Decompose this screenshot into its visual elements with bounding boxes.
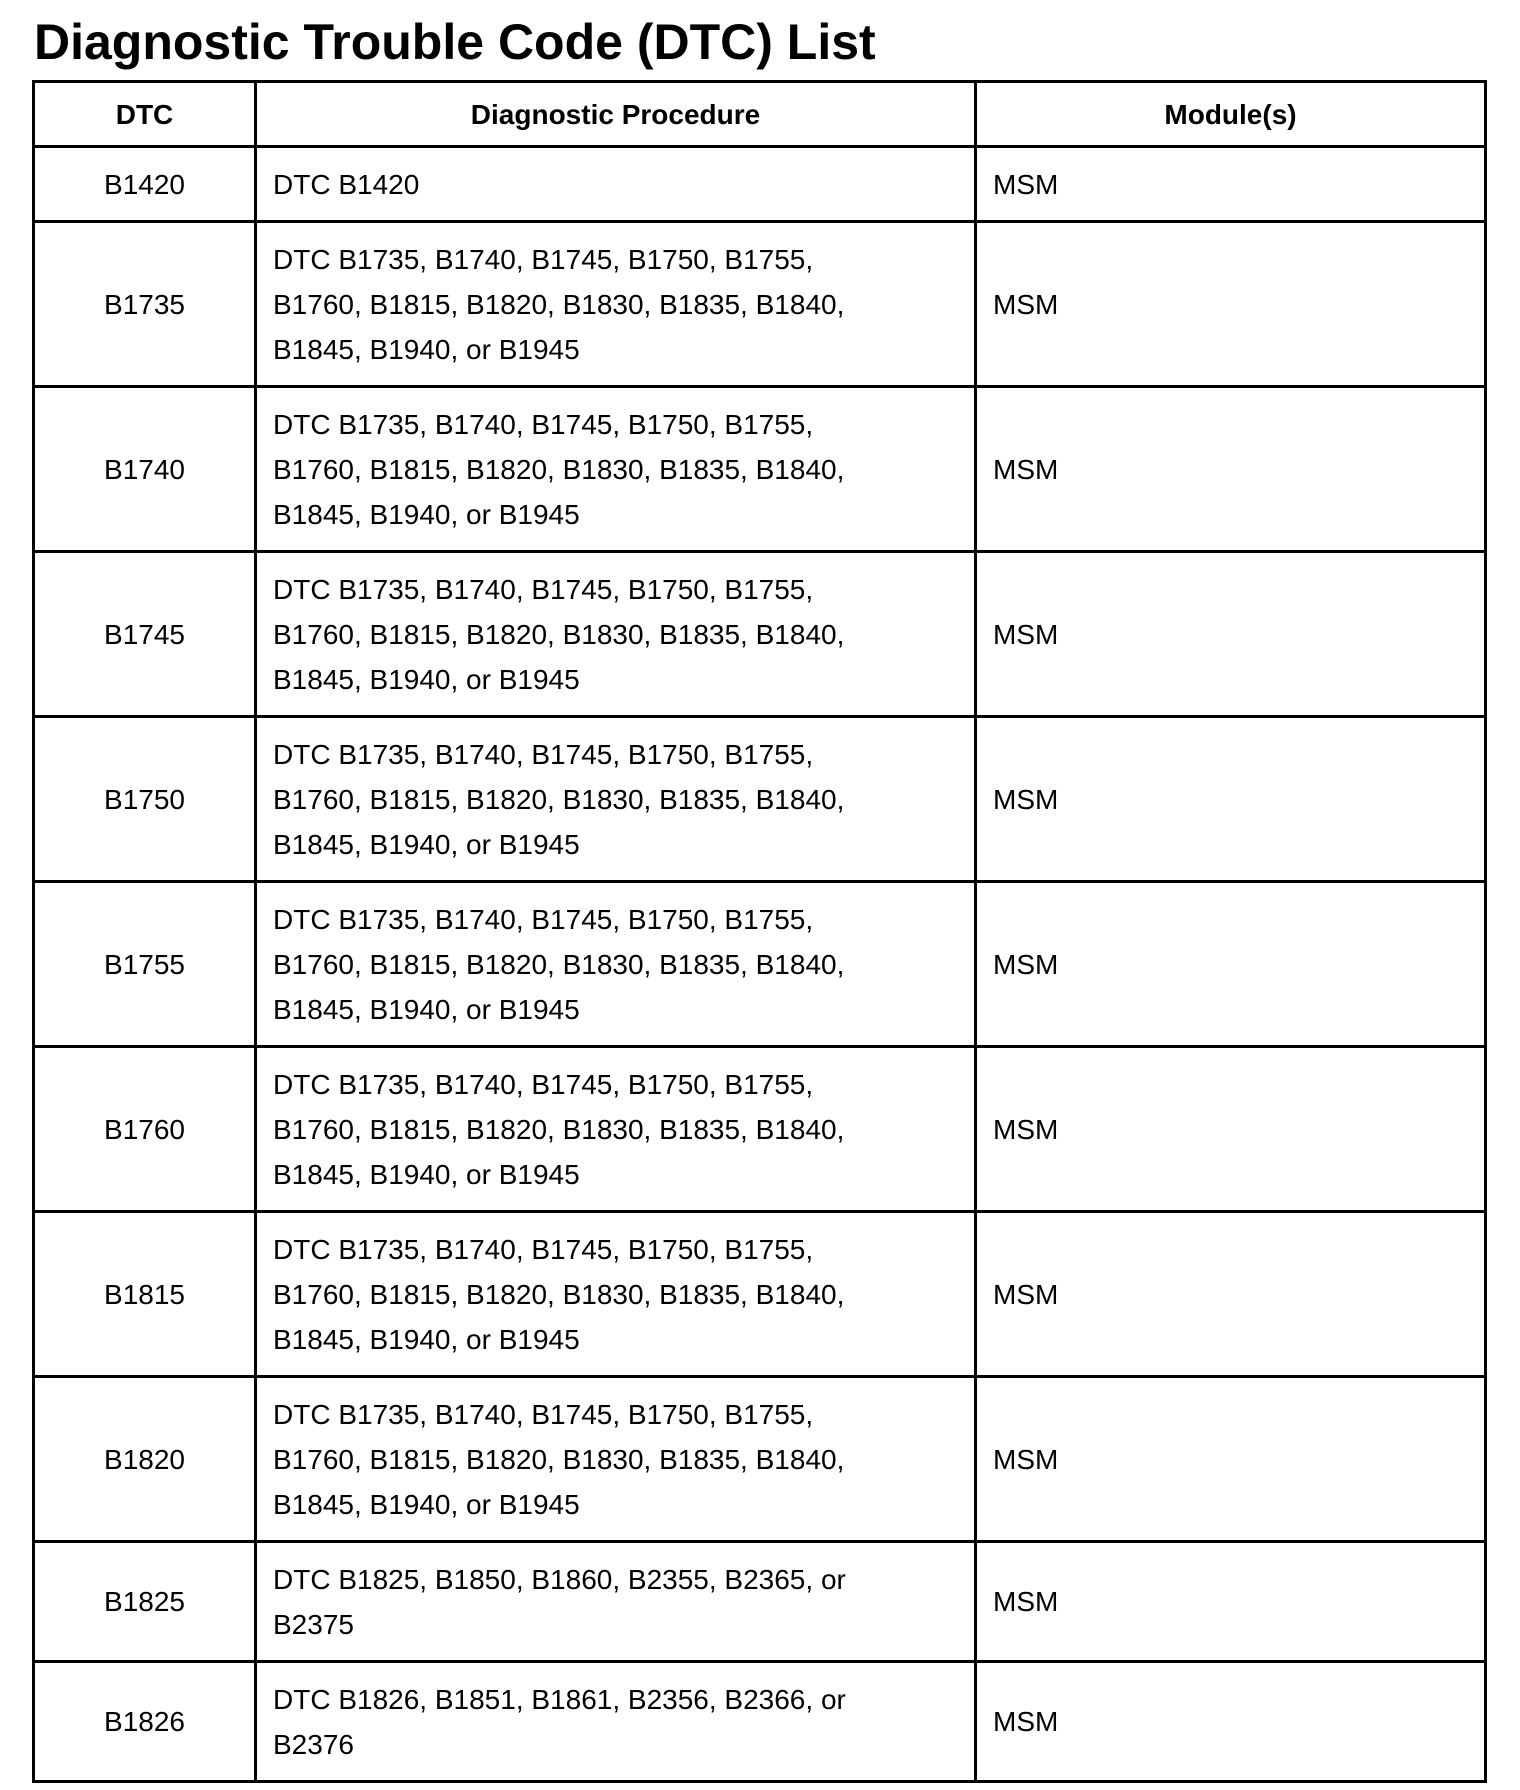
- procedure-line: B1760, B1815, B1820, B1830, B1835, B1840,: [273, 453, 845, 485]
- page-title: Diagnostic Trouble Code (DTC) List: [34, 14, 876, 70]
- procedure-line: B1760, B1815, B1820, B1830, B1835, B1840,: [273, 1278, 845, 1310]
- procedure-line: B1760, B1815, B1820, B1830, B1835, B1840,: [273, 618, 845, 650]
- table-row: [34, 1542, 1486, 1662]
- procedure-line: DTC B1735, B1740, B1745, B1750, B1755,: [273, 573, 814, 605]
- procedure-line: B1760, B1815, B1820, B1830, B1835, B1840,: [273, 1113, 845, 1145]
- table-row: [34, 387, 1486, 552]
- procedure-line: B2375: [273, 1608, 354, 1640]
- table-row: [34, 1662, 1486, 1782]
- procedure-line: B1845, B1940, or B1945: [273, 498, 580, 530]
- module-cell: MSM: [976, 147, 1486, 222]
- procedure-line: B1845, B1940, or B1945: [273, 333, 580, 365]
- procedure-line: DTC B1735, B1740, B1745, B1750, B1755,: [273, 903, 814, 935]
- procedure-line: B1845, B1940, or B1945: [273, 663, 580, 695]
- table-row: [34, 147, 1486, 222]
- procedure-line: DTC B1735, B1740, B1745, B1750, B1755,: [273, 738, 814, 770]
- diagnostic-procedure-cell: [256, 147, 976, 222]
- module-cell: MSM: [976, 552, 1486, 717]
- diagnostic-procedure-cell: [256, 552, 976, 717]
- table-row: [34, 717, 1486, 882]
- procedure-line: B1845, B1940, or B1945: [273, 1158, 580, 1190]
- procedure-line: B1845, B1940, or B1945: [273, 828, 580, 860]
- dtc-code-cell: B1825: [34, 1542, 256, 1662]
- table-header-row: [34, 82, 1486, 147]
- module-cell: MSM: [976, 1542, 1486, 1662]
- dtc-table: [32, 80, 1487, 1783]
- dtc-code-cell: B1820: [34, 1377, 256, 1542]
- diagnostic-procedure-cell: [256, 387, 976, 552]
- procedure-line: DTC B1735, B1740, B1745, B1750, B1755,: [273, 243, 814, 275]
- module-cell: MSM: [976, 1047, 1486, 1212]
- dtc-code-cell: B1420: [34, 147, 256, 222]
- module-cell: MSM: [976, 882, 1486, 1047]
- dtc-code-cell: B1735: [34, 222, 256, 387]
- procedure-line: DTC B1735, B1740, B1745, B1750, B1755,: [273, 408, 814, 440]
- procedure-line: B1845, B1940, or B1945: [273, 1323, 580, 1355]
- procedure-line: DTC B1735, B1740, B1745, B1750, B1755,: [273, 1068, 814, 1100]
- procedure-line: DTC B1825, B1850, B1860, B2355, B2365, or: [273, 1563, 846, 1595]
- column-header-modules: Module(s): [976, 82, 1486, 147]
- procedure-line: DTC B1735, B1740, B1745, B1750, B1755,: [273, 1398, 814, 1430]
- diagnostic-procedure-cell: [256, 882, 976, 1047]
- table-row: [34, 1377, 1486, 1542]
- diagnostic-procedure-cell: [256, 1542, 976, 1662]
- procedure-line: B1760, B1815, B1820, B1830, B1835, B1840,: [273, 1443, 845, 1475]
- module-cell: MSM: [976, 222, 1486, 387]
- dtc-code-cell: B1750: [34, 717, 256, 882]
- procedure-line: DTC B1735, B1740, B1745, B1750, B1755,: [273, 1233, 814, 1265]
- table-row: [34, 1047, 1486, 1212]
- module-cell: MSM: [976, 387, 1486, 552]
- column-header-diagnostic-procedure: Diagnostic Procedure: [256, 82, 976, 147]
- procedure-line: DTC B1420: [273, 168, 420, 200]
- diagnostic-procedure-cell: [256, 1047, 976, 1212]
- diagnostic-procedure-cell: [256, 1212, 976, 1377]
- dtc-code-cell: B1826: [34, 1662, 256, 1782]
- table-row: [34, 222, 1486, 387]
- table-row: [34, 882, 1486, 1047]
- module-cell: MSM: [976, 1662, 1486, 1782]
- module-cell: MSM: [976, 1377, 1486, 1542]
- diagnostic-procedure-cell: [256, 717, 976, 882]
- procedure-line: B1760, B1815, B1820, B1830, B1835, B1840,: [273, 288, 845, 320]
- table-row: [34, 1212, 1486, 1377]
- procedure-line: B1760, B1815, B1820, B1830, B1835, B1840,: [273, 783, 845, 815]
- module-cell: MSM: [976, 717, 1486, 882]
- dtc-code-cell: B1745: [34, 552, 256, 717]
- diagnostic-procedure-cell: [256, 222, 976, 387]
- procedure-line: B1760, B1815, B1820, B1830, B1835, B1840,: [273, 948, 845, 980]
- table-row: [34, 552, 1486, 717]
- dtc-code-cell: B1740: [34, 387, 256, 552]
- procedure-line: DTC B1826, B1851, B1861, B2356, B2366, or: [273, 1683, 846, 1715]
- column-header-dtc: DTC: [34, 82, 256, 147]
- procedure-line: B2376: [273, 1728, 354, 1760]
- dtc-code-cell: B1760: [34, 1047, 256, 1212]
- diagnostic-procedure-cell: [256, 1377, 976, 1542]
- dtc-code-cell: B1815: [34, 1212, 256, 1377]
- diagnostic-procedure-cell: [256, 1662, 976, 1782]
- procedure-line: B1845, B1940, or B1945: [273, 993, 580, 1025]
- module-cell: MSM: [976, 1212, 1486, 1377]
- dtc-code-cell: B1755: [34, 882, 256, 1047]
- procedure-line: B1845, B1940, or B1945: [273, 1488, 580, 1520]
